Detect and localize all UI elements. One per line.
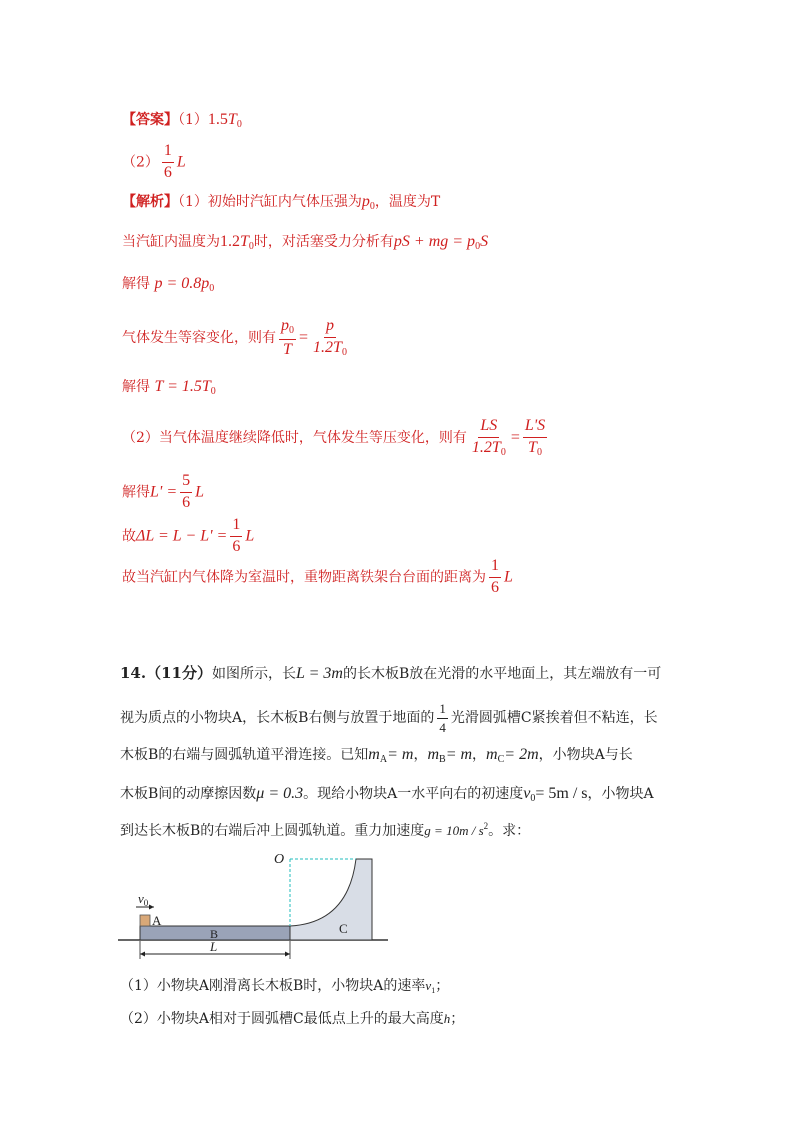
analysis-line-6: （2）当气体温度继续降低时，气体发生等压变化，则有 $\frac{LS}{1.2T_0}$ = $\frac{L'S}{T_0}$ — [122, 417, 546, 458]
block-a — [140, 915, 150, 926]
label-a: A — [152, 913, 162, 928]
answer-line-2 — [122, 143, 186, 182]
answer-label: 【答案】 — [122, 112, 178, 128]
answer-line-1 — [122, 112, 242, 130]
analysis-line-3: 解得 $p = 0.8p_0$ — [122, 275, 215, 294]
label-v0: $v_0$ — [138, 891, 149, 908]
frac-p-over-1.2T0: $\frac{p}{1.2T_0}$ — [313, 317, 347, 358]
analysis-line-7: 解得L' = $\frac{5}{6}$ L — [122, 472, 205, 511]
analysis-label: 【解析】 — [122, 194, 178, 210]
answer-part1-sub: 0 — [236, 119, 242, 130]
analysis-line-2: 当汽缸内温度为$1.2T_0$时，对活塞受力分析有pS + mg = $p_0S$ — [122, 233, 489, 252]
analysis-line-9: 故当汽缸内气体降为室温时，重物距离铁架台台面的距离为 $\frac{1}{6}$ L — [122, 557, 513, 596]
label-l: L — [210, 939, 218, 954]
analysis-line-5: 解得 $T = 1.5T_0$ — [122, 378, 216, 397]
label-b: B — [210, 927, 219, 941]
question-14-line-2: 视为质点的小物块A，长木板B右侧与放置于地面的 $\frac{1}{4}$ 光滑圆弧槽C紧挨着但不粘连，长 — [120, 701, 658, 735]
answer-part2-var: L — [176, 153, 186, 171]
length-arrow-left — [140, 952, 145, 957]
answer-part2-prefix: （2） — [122, 154, 159, 171]
physics-diagram — [118, 845, 393, 965]
label-c: C — [339, 921, 348, 936]
sub-question-1: （1）小物块A刚滑离长木板B时，小物块A的速率$v_1$； — [120, 978, 450, 995]
answer-part2-frac: $\frac{1}{6}$ — [163, 142, 172, 181]
label-o: O — [274, 852, 285, 867]
frac-p0-over-T: $\frac{p_0}{T}$ — [281, 317, 294, 358]
analysis-line-1: 【解析】（1）初始时汽缸内气体压强为$p_0$，温度为T — [122, 193, 441, 212]
arc-slot-c — [290, 859, 372, 940]
velocity-arrowhead — [149, 905, 154, 910]
answer-part1-value: 1.5 — [207, 111, 228, 128]
sub-question-2: （2）小物块A相对于圆弧槽C最低点上升的最大高度h； — [120, 1011, 465, 1027]
question-14-line-5: 到达长木板B的右端后冲上圆弧轨道。重力加速度$g = 10m / s^2$。求： — [120, 821, 531, 839]
frac-LpS-over-T0: $\frac{L'S}{T_0}$ — [524, 417, 546, 458]
analysis-line-4: 气体发生等容变化，则有 $\frac{p_0}{T}$ = $\frac{p}{1.2T_0}$ — [122, 317, 347, 358]
frac-LS-over-1.2T0: $\frac{LS}{1.2T_0}$ — [471, 417, 506, 458]
question-number: 14.（11分） — [120, 664, 212, 682]
question-14-line-3: 木板B的右端与圆弧轨道平滑连接。已知$m_A= m$，$m_B= m$，$m_C= 2m$，小物块A与长 — [120, 746, 633, 765]
answer-part1-var: T — [227, 111, 237, 128]
length-arrow-right — [285, 952, 290, 957]
question-14-line-4: 木板B间的动摩擦因数μ = 0.3。现给小物块A一水平向右的初速度$v_0= 5m / s$，小物块A — [120, 785, 654, 804]
question-14-line-1: 14.（11分）如图所示，长L = 3m的长木板B放在光滑的水平地面上，其左端放有一可 — [120, 664, 662, 682]
analysis-line-8: 故ΔL = L − L' = $\frac{1}{6}$ L — [122, 516, 255, 555]
answer-part1-prefix: （1） — [178, 112, 208, 128]
